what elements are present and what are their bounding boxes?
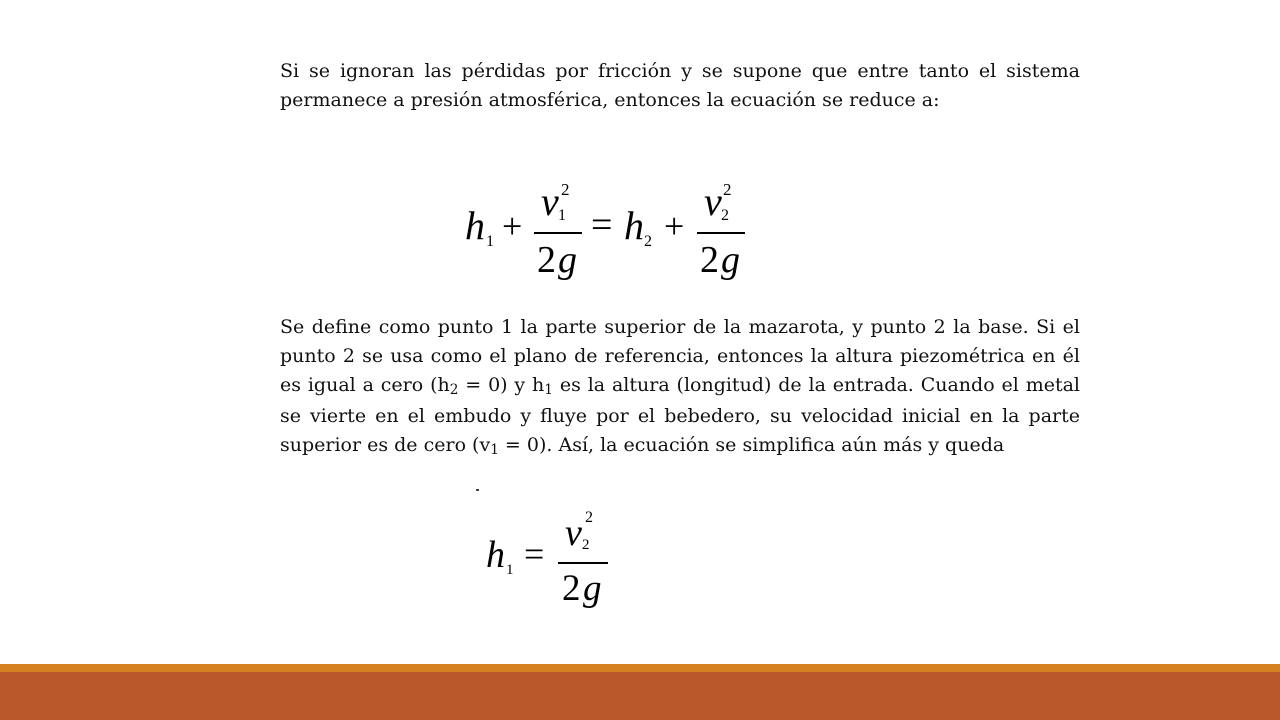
eq1-fraction-bar-2 xyxy=(697,232,745,234)
stray-mark xyxy=(476,489,479,491)
p2-text-d: = 0). Así, la ecuación se simplifica aún más y queda xyxy=(498,434,1005,456)
eq2-den-2: 2 xyxy=(562,568,581,609)
p2-text-c: es la altura (longitud) de la entrada. Cuando el metal se vierte en el embudo y fluye por el bebedero, su velocidad inicial en la parte superior es de cero (v xyxy=(280,374,1080,456)
eq2-fraction-bar xyxy=(558,562,608,564)
eq1-den1-2: 2 xyxy=(537,239,556,281)
footer-band-light xyxy=(0,664,1280,672)
eq1-h2: h xyxy=(624,203,644,248)
eq1-h2-sub: 2 xyxy=(644,233,652,250)
eq1-h1: h xyxy=(465,203,485,248)
eq1-plus-1: + xyxy=(502,206,523,246)
footer-band-dark xyxy=(0,672,1280,720)
eq1-den2-2: 2 xyxy=(700,239,719,281)
eq1-v2-sup: 2 xyxy=(723,180,732,199)
eq1-v1-sub: 1 xyxy=(558,207,566,224)
eq1-v2-sub: 2 xyxy=(721,207,729,224)
eq2-h1-sub: 1 xyxy=(506,562,514,578)
eq1-h1-sub: 1 xyxy=(486,233,494,250)
p2-text-a: Se define como punto 1 la parte superior de la mazarota, y punto 2 la base. Si el punto 2 se usa como el plano de referencia, entonces la altura piezométrica en él es igual a cero (h xyxy=(280,316,1080,396)
p2-sub-h2: 2 xyxy=(449,382,459,399)
p2-sub-v1: 1 xyxy=(490,442,499,459)
eq1-v1: v xyxy=(541,179,559,224)
eq2-h1: h xyxy=(486,534,505,576)
eq1-den1-g: g xyxy=(558,239,577,281)
eq2-equals: = xyxy=(524,534,545,574)
eq1-v2: v xyxy=(704,179,722,224)
eq1-plus-2: + xyxy=(664,206,685,246)
eq2-den-g: g xyxy=(583,568,602,609)
eq1-den2-g: g xyxy=(721,239,740,281)
p2-sub-h1: 1 xyxy=(544,382,553,399)
explanation-paragraph xyxy=(280,313,1080,462)
eq2-v2-sub: 2 xyxy=(582,537,590,553)
eq1-equals: = xyxy=(591,204,613,246)
eq1-v1-sup: 2 xyxy=(561,180,570,199)
eq2-v2-sup: 2 xyxy=(585,509,593,526)
eq2-v2: v xyxy=(565,512,582,554)
eq1-fraction-bar-1 xyxy=(534,232,582,234)
intro-paragraph: Si se ignoran las pérdidas por fricción y se supone que entre tanto el sistema permanece a presión atmosférica, entonces la ecuación se reduce a: xyxy=(280,60,1080,111)
p2-text-b: = 0) y h xyxy=(458,374,545,396)
